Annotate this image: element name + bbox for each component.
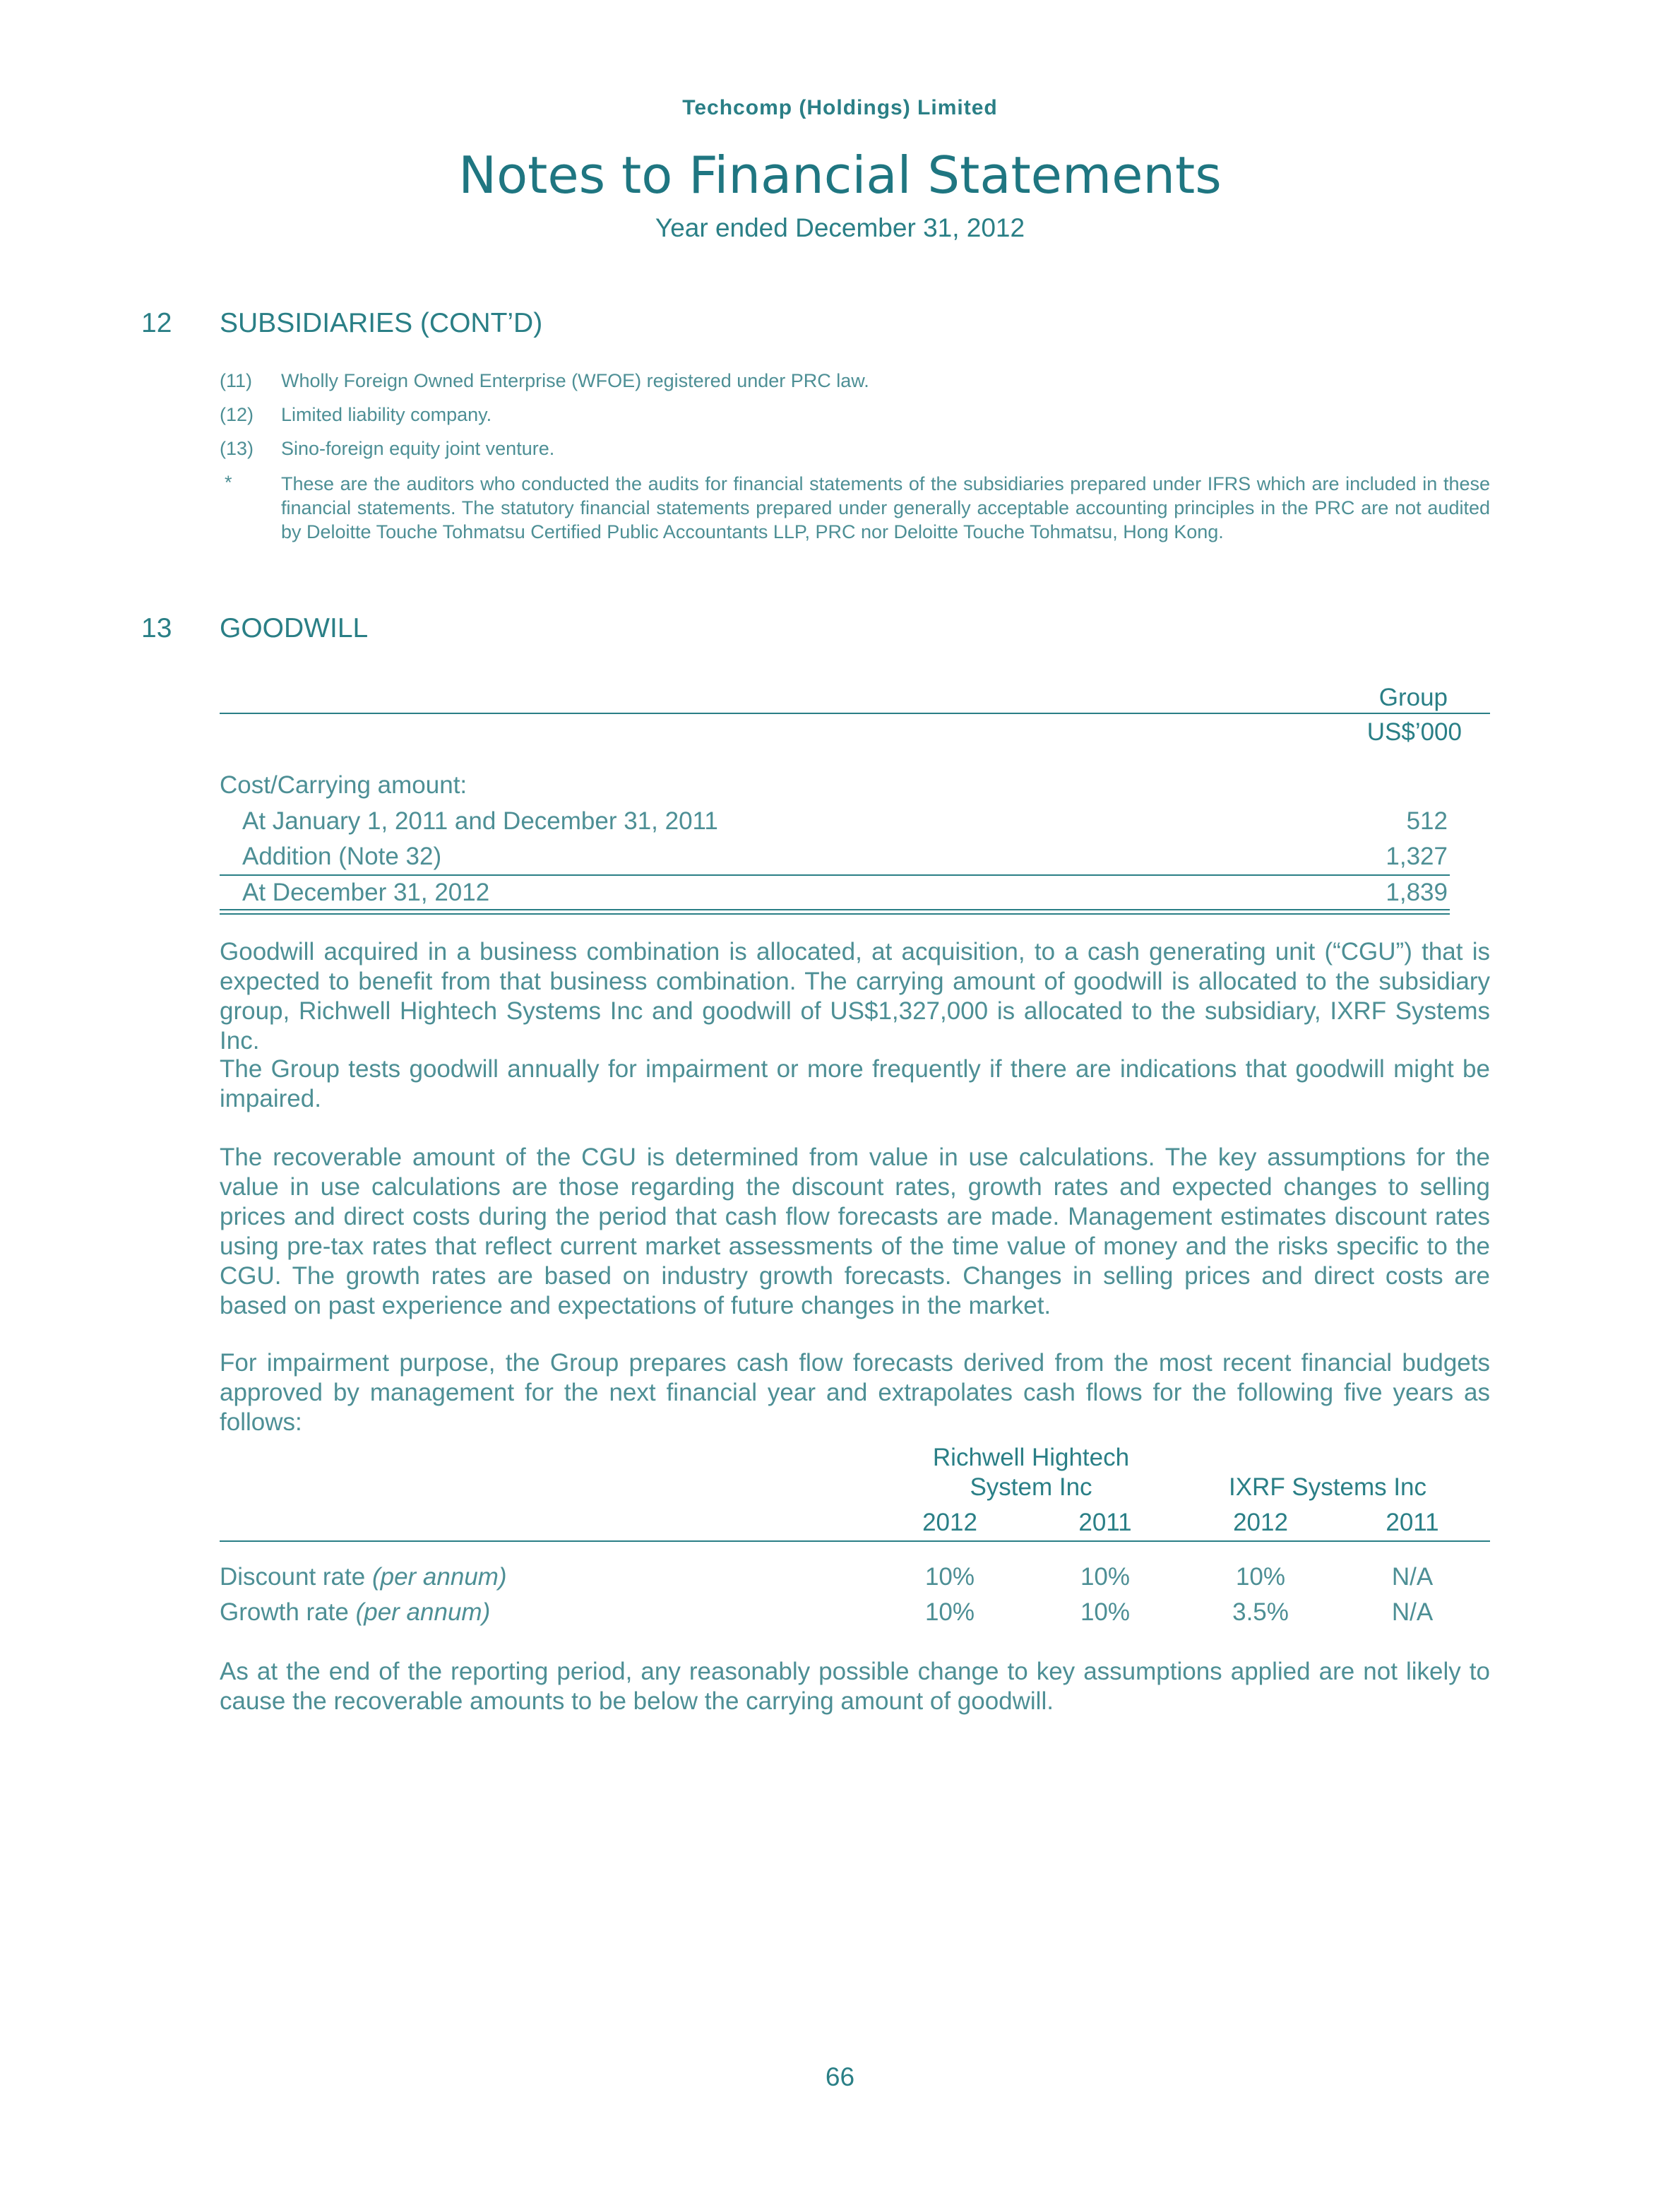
table2-row-qualifier: (per annum) xyxy=(371,1563,507,1591)
table2-row-qualifier: (per annum) xyxy=(355,1598,491,1626)
table2-row-label xyxy=(220,1598,490,1627)
table2-cell: N/A xyxy=(1391,1598,1434,1626)
table1-row-label: At December 31, 2012 xyxy=(242,879,490,906)
table2-header-rule xyxy=(220,1540,1490,1542)
section-13-title: GOODWILL xyxy=(220,613,369,643)
table2-year-header: 2012 xyxy=(922,1509,977,1536)
paragraph-closing: As at the end of the reporting period, any reasonably possible change to key assumptions applied are not likely to cause the recoverable amounts to be below the carrying amount of goodwill. xyxy=(220,1658,1490,1715)
table1-row-value: 512 xyxy=(1406,807,1448,835)
table2-group2-header: IXRF Systems Inc xyxy=(1228,1473,1427,1501)
footnote-text: These are the auditors who conducted the audits for financial statements of the subsidiaries prepared under IFRS which are included in these financial statements. The statutory financial statements prepared under generally acceptable accounting principles in the PRC are not audited by Deloitte Touche Tohmatsu Certified Public Accountants LLP, PRC nor Deloitte Touche Tohmatsu, Hong Kong. xyxy=(281,473,1490,542)
table1-caption: Cost/Carrying amount: xyxy=(220,771,467,799)
table1-row-value: 1,327 xyxy=(1386,843,1448,870)
table1-row-value: 1,839 xyxy=(1386,879,1448,906)
table2-cell: 10% xyxy=(1080,1563,1131,1591)
table2-group1-header-line1: Richwell Hightech xyxy=(932,1444,1130,1471)
table1-total-rule-bottom xyxy=(220,913,1450,915)
paragraph-impairment-test: The Group tests goodwill annually for impairment or more frequently if there are indications that goodwill might be impaired. xyxy=(220,1055,1490,1112)
table2-cell: N/A xyxy=(1391,1563,1434,1591)
note-text-11: Wholly Foreign Owned Enterprise (WFOE) registered under PRC law. xyxy=(281,370,869,391)
note-text-13: Sino-foreign equity joint venture. xyxy=(281,438,555,459)
table2-cell: 10% xyxy=(1235,1563,1286,1591)
table2-cell: 10% xyxy=(1080,1598,1131,1626)
section-13-number: 13 xyxy=(141,613,172,643)
paragraph-recoverable-amount: The recoverable amount of the CGU is determined from value in use calculations. The key assumptions for the value in use calculations are those regarding the discount rates, growth rates and expected changes to selling prices and direct costs during the period that cash flow forecasts are made. Management estimates discount rates using pre-tax rates that reflect current market assessments of the time value of money and the risks specific to the CGU. The growth rates are based on industry growth forecasts. Changes in selling prices and direct costs are based on past experience and expectations of future changes in the market. xyxy=(220,1144,1490,1319)
table1-row-label: At January 1, 2011 and December 31, 2011 xyxy=(242,807,718,835)
note-label-11: (11) xyxy=(220,370,253,391)
table1-col-unit: US$’000 xyxy=(1366,718,1462,746)
table2-year-header: 2012 xyxy=(1233,1509,1288,1536)
company-name: Techcomp (Holdings) Limited xyxy=(682,96,998,119)
table2-row-label-text: Growth rate xyxy=(220,1598,349,1626)
table2-year-header: 2011 xyxy=(1386,1509,1439,1536)
section-12-title: SUBSIDIARIES (CONT’D) xyxy=(220,308,543,338)
note-label-12: (12) xyxy=(220,404,254,425)
note-text-12: Limited liability company. xyxy=(281,404,492,425)
table1-row-label: Addition (Note 32) xyxy=(242,843,442,870)
note-label-13: (13) xyxy=(220,438,254,459)
table1-total-rule-top xyxy=(220,909,1450,910)
table1-col-header: Group xyxy=(1378,684,1448,711)
table1-subtotal-rule xyxy=(220,874,1450,876)
table2-cell: 10% xyxy=(924,1563,975,1591)
page-title: Notes to Financial Statements xyxy=(458,145,1222,205)
table2-group1-header-line2: System Inc xyxy=(970,1473,1092,1501)
table2-year-header: 2011 xyxy=(1078,1509,1132,1536)
table2-cell: 10% xyxy=(924,1598,975,1626)
table2-row-label-text: Discount rate xyxy=(220,1563,366,1591)
paragraph-cash-flow-forecasts: For impairment purpose, the Group prepares cash flow forecasts derived from the most recent financial budgets approved by management for the next financial year and extrapolates cash flows for the following five years as follows: xyxy=(220,1349,1490,1436)
footnote-asterisk: * xyxy=(225,472,232,493)
paragraph-allocation: Goodwill acquired in a business combination is allocated, at acquisition, to a cash generating unit (“CGU”) that is expected to benefit from that business combination. The carrying amount of goodwill is allocated to the subsidiary group, Richwell Hightech Systems Inc and goodwill of US$1,327,000 is allocated to the subsidiary, IXRF Systems Inc. xyxy=(220,938,1490,1055)
section-12-number: 12 xyxy=(141,308,172,338)
table1-header-rule xyxy=(220,713,1490,714)
table2-cell: 3.5% xyxy=(1232,1598,1289,1626)
page-number: 66 xyxy=(825,2062,855,2091)
page-subtitle: Year ended December 31, 2012 xyxy=(655,213,1025,242)
table2-row-label xyxy=(220,1563,507,1591)
